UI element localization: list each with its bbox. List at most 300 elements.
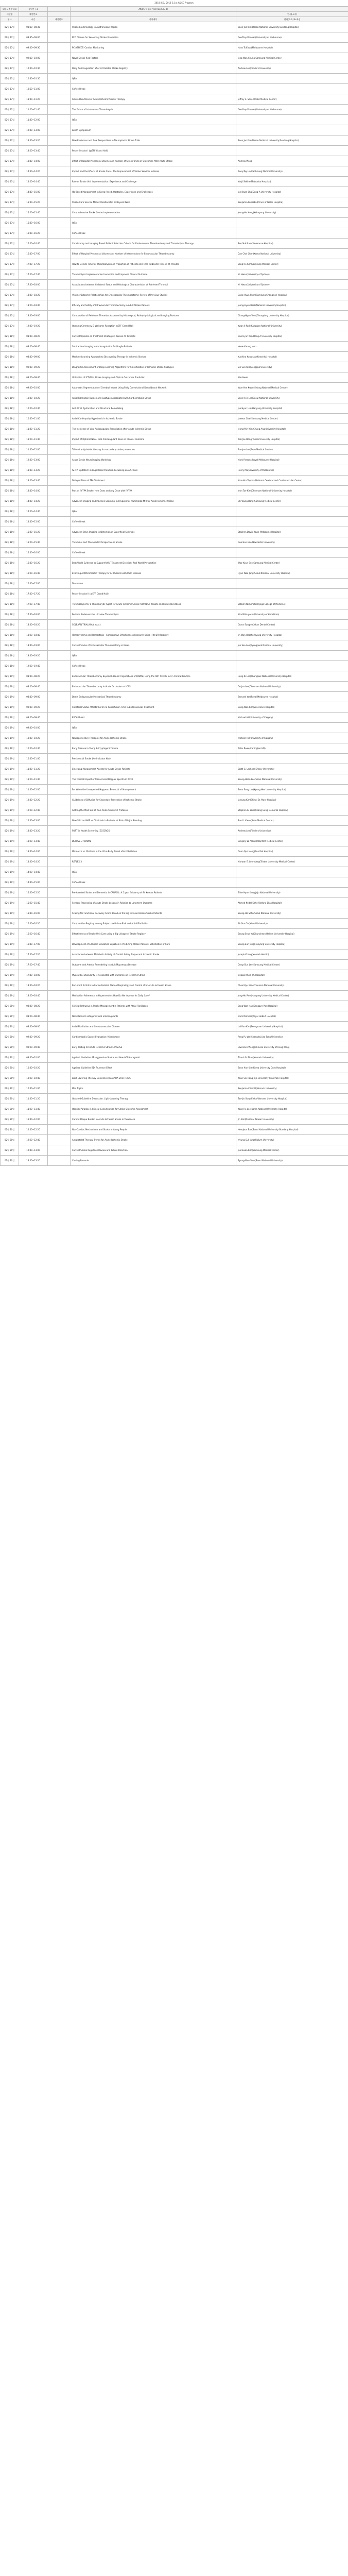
row-title: Efficacy and Safety of Intravascular Thrombectomy in Adult Stroke Patients: [71, 300, 236, 311]
row-session: [48, 908, 71, 919]
row-session: [48, 43, 71, 53]
row-session: [48, 342, 71, 352]
row-speaker: Marwan E. Lehmberg(Tristen University Medical Center): [236, 857, 348, 867]
table-row: [1, 589, 348, 599]
header-cell: AKJSC 학술회 사회 Room A~B: [71, 7, 236, 12]
table-row: [1, 269, 348, 280]
row-session: [48, 960, 71, 970]
row-day: 02월 20일: [1, 1156, 19, 1166]
table-row: [1, 259, 348, 269]
row-title: Mismatch vs. Platform in the Ultra-Early Period after Fibrillation: [71, 846, 236, 857]
row-time: 14:00~14:20: [19, 496, 48, 506]
row-time: 16:40~17:00: [19, 249, 48, 259]
table-row: [1, 939, 348, 950]
row-time: 14:00~14:20: [19, 857, 48, 867]
row-title: Consistency and Imaging Based Patient Selection Criteria for Endovascular Thrombectomy and Thrombolysis Therapy: [71, 239, 236, 249]
row-speaker: [236, 548, 348, 558]
row-time: 14:20~14:40: [19, 177, 48, 187]
row-day: 02월 19일: [1, 826, 19, 836]
row-session: [48, 888, 71, 898]
table-row: [1, 22, 348, 32]
row-day: 02월 17일: [1, 94, 19, 105]
row-title: Best World Evidence to Support NVAF Treatment Decision: Real World Perspective: [71, 558, 236, 568]
row-title: Q&A: [71, 218, 236, 228]
row-speaker: Dan Chol Chen(Korea National University): [236, 249, 348, 259]
table-row: [1, 1032, 348, 1042]
row-title: Tailored antiplatelet therapy for secondary stroke prevention: [71, 445, 236, 455]
row-session: [48, 434, 71, 445]
row-speaker: Ahmed Nedal(Sahe Stefano Elias Hospital): [236, 898, 348, 908]
row-speaker: [236, 125, 348, 135]
row-session: [48, 259, 71, 269]
row-time: 19:00~19:20: [19, 321, 48, 331]
row-day: 02월 19일: [1, 970, 19, 980]
row-session: [48, 1042, 71, 1053]
row-session: [48, 754, 71, 764]
row-session: [48, 105, 71, 115]
table-row: [1, 32, 348, 43]
row-day: 02월 20일: [1, 1053, 19, 1063]
row-speaker: Hyun Woo Jung(Seoul National University Hospital): [236, 568, 348, 579]
row-session: [48, 898, 71, 908]
row-time: 08:00~08:20: [19, 671, 48, 682]
table-row: [1, 826, 348, 836]
row-day: 02월 18일: [1, 589, 19, 599]
row-speaker: Kira Mitsuyoshi(University of Hiroshima): [236, 609, 348, 620]
row-time: 15:40~16:00: [19, 908, 48, 919]
row-session: [48, 527, 71, 537]
row-time: 08:20~08:40: [19, 342, 48, 352]
column-header-day: 행사: [1, 17, 19, 22]
row-day: 02월 17일: [1, 63, 19, 74]
row-speaker: Seung Seuk Ko(Chuncheon Hallym University Hospital): [236, 929, 348, 939]
column-header-session: 세션번호: [48, 17, 71, 22]
row-time: 10:30~10:50: [19, 74, 48, 84]
row-speaker: Boon Hun Kim(Korea University Guro Hospital): [236, 1063, 348, 1073]
row-time: 10:20~10:40: [19, 403, 48, 414]
row-day: 02월 17일: [1, 321, 19, 331]
row-time: 18:40~19:00: [19, 640, 48, 651]
row-speaker: Geoffrey Donnan(University of Melbourne): [236, 32, 348, 43]
row-day: 02월 17일: [1, 311, 19, 321]
row-speaker: Seo Suk Nam(Severance Hospital): [236, 239, 348, 249]
row-session: [48, 1145, 71, 1156]
row-title: Comparative of Retrieved Thrombus Assessed by Histological, Pathophysiological and Imaging Features: [71, 311, 236, 321]
row-session: [48, 599, 71, 609]
row-session: [48, 1011, 71, 1022]
row-speaker: Hong Ki Lee(Chungbuk National University Hospital): [236, 671, 348, 682]
row-speaker: Jae Hwan Kim(Samsung Medical Center): [236, 1145, 348, 1156]
table-row: [1, 1011, 348, 1022]
row-speaker: Seung-Hoon Lee(Seoul National University): [236, 774, 348, 785]
row-time: 08:40~09:00: [19, 1022, 48, 1032]
table-row: [1, 1083, 348, 1094]
row-day: 02월 19일: [1, 991, 19, 1001]
table-row: [1, 476, 348, 486]
row-title: Sensory Processing of Acute Stroke Lesions in Relation to Long-term Outcome: [71, 898, 236, 908]
table-row: [1, 300, 348, 311]
row-day: 02월 18일: [1, 342, 19, 352]
row-title: Medication Adherence in Hypertension: How Do We Improve Its Daily Care?: [71, 991, 236, 1001]
row-session: [48, 826, 71, 836]
row-session: [48, 228, 71, 239]
row-session: [48, 816, 71, 826]
row-time: 16:20~16:40: [19, 239, 48, 249]
row-title: Thrombolysis for a Thrombolytic Agent for Acute Ischemic Stroke: NORTEST Results and Future Directions: [71, 599, 236, 609]
row-session: [48, 218, 71, 228]
row-time: 13:00~13:20: [19, 465, 48, 476]
row-session: [48, 249, 71, 259]
row-speaker: Stephen G. Lam(Chang Gung Memorial Hospital): [236, 805, 348, 816]
header-cell: [48, 7, 71, 12]
row-title: Atrial Fibrillation Burden and Subtypes Associated with Cardioembolic Stroke: [71, 393, 236, 403]
row-time: 11:40~12:00: [19, 445, 48, 455]
row-time: 10:00~10:30: [19, 63, 48, 74]
header-cell: 대한뇌졸중학회: [1, 7, 19, 12]
row-session: [48, 486, 71, 496]
row-time: 17:20~17:40: [19, 960, 48, 970]
row-title: Left Atrial Dysfunction and Structural Remodeling: [71, 403, 236, 414]
table-row: [1, 1053, 348, 1063]
row-speaker: Eline Hyun Kang(Jeju National University): [236, 888, 348, 898]
row-day: 02월 17일: [1, 177, 19, 187]
table-row: [1, 1156, 348, 1166]
row-title: For When the Unexpected Happens: Essential of Management: [71, 785, 236, 795]
row-session: [48, 682, 71, 692]
table-row: [1, 980, 348, 991]
row-title: Coffee Break: [71, 548, 236, 558]
row-title: Presidential Stroke (No Indicator Key): [71, 754, 236, 764]
row-day: 02월 18일: [1, 352, 19, 362]
row-title: Early Testing for Acute Ischemic Stroke: ANGUSS: [71, 1042, 236, 1053]
row-day: 02월 18일: [1, 630, 19, 640]
row-title: SOLEARN TRIAL(WAN et al.): [71, 620, 236, 630]
row-day: 02월 17일: [1, 115, 19, 125]
row-title: Machine Learning Approach to Discovering Therapy in Ischemic Strokes: [71, 352, 236, 362]
row-title: FORT in Health Screening (ECSCROS): [71, 826, 236, 836]
row-session: [48, 22, 71, 32]
row-session: [48, 589, 71, 599]
row-speaker: Sin Sun Kyo(Dongguk University): [236, 362, 348, 372]
row-time: 18:20~18:40: [19, 300, 48, 311]
row-time: 10:20~10:40: [19, 1073, 48, 1083]
row-title: The Future of Intravenous Thrombolysis: [71, 105, 236, 115]
row-speaker: [236, 146, 348, 156]
row-time: 15:00~15:20: [19, 197, 48, 208]
row-session: [48, 94, 71, 105]
row-time: 14:20~14:40: [19, 867, 48, 877]
table-row: [1, 888, 348, 898]
row-day: 02월 19일: [1, 877, 19, 888]
table-row: [1, 125, 348, 135]
row-session: [48, 63, 71, 74]
row-time: 17:40~18:00: [19, 970, 48, 980]
row-session: [48, 991, 71, 1001]
row-session: [48, 352, 71, 362]
table-row: [1, 877, 348, 888]
row-time: 17:40~18:00: [19, 609, 48, 620]
row-time: 10:00~10:20: [19, 733, 48, 743]
row-title: Stroke Care Service Model: Relationship or Beyond Wish: [71, 197, 236, 208]
row-time: 18:00~18:20: [19, 290, 48, 300]
row-speaker: [236, 228, 348, 239]
row-session: [48, 795, 71, 805]
table-row: [1, 156, 348, 166]
row-session: [48, 723, 71, 733]
row-speaker: Hee-Joon Bae(Seoul National University Bundang Hospital): [236, 1125, 348, 1135]
row-day: 02월 18일: [1, 620, 19, 630]
row-day: 02월 17일: [1, 208, 19, 218]
row-speaker: Kazuhiro Toyoda(National Cerebral and Cardiovascular Center): [236, 476, 348, 486]
row-time: 18:20~18:40: [19, 991, 48, 1001]
row-day: 02월 17일: [1, 43, 19, 53]
row-day: 02월 20일: [1, 1104, 19, 1114]
row-speaker: Sang-Won Han(Sanggye Paik Hospital): [236, 1001, 348, 1011]
table-row: [1, 558, 348, 568]
table-row: [1, 537, 348, 548]
row-speaker: Chang-Hyun Yoon(Chung-Ang University Hospital): [236, 311, 348, 321]
row-time: 09:00~09:30: [19, 43, 48, 53]
table-row: [1, 568, 348, 579]
row-title: Thrombolysis Implementation Innovation and Improved Clinical Outcome: [71, 269, 236, 280]
row-time: 16:00~16:20: [19, 228, 48, 239]
row-time: 11:40~12:00: [19, 115, 48, 125]
header-row-sub: [1, 12, 348, 17]
row-title: Impact and the Effects of Stroke Care - The Improvement of Stroke Services in Korea: [71, 166, 236, 177]
row-speaker: Jun Seo Lee(Kyungpook National University): [236, 640, 348, 651]
row-session: [48, 640, 71, 651]
table-row: [1, 857, 348, 867]
row-day: 02월 19일: [1, 733, 19, 743]
row-title: IV-TPA Updated Findings Recent Studies, Focussing on AIS Trials: [71, 465, 236, 476]
row-title: Myocardial Vascularity is Associated with Outcomes of Ischemic Stroke: [71, 970, 236, 980]
row-day: 02월 19일: [1, 898, 19, 908]
row-session: [48, 1083, 71, 1094]
row-time: 15:00~15:20: [19, 527, 48, 537]
row-title: Emerging Management Agents for Acute Stroke Patients: [71, 764, 236, 774]
row-speaker: Peter Rowe(Carlingten HD): [236, 743, 348, 754]
row-time: 15:40~16:00: [19, 548, 48, 558]
row-title: Getting the Most out of Your Acute Stroke CT Protocols: [71, 805, 236, 816]
row-time: 09:20~09:40: [19, 1042, 48, 1053]
row-title: Comprehensive Stroke Center Implementation: [71, 208, 236, 218]
table-row: [1, 867, 348, 877]
row-day: 02월 18일: [1, 640, 19, 651]
row-time: 15:00~15:20: [19, 888, 48, 898]
row-session: [48, 383, 71, 393]
row-session: [48, 836, 71, 846]
row-title: Subtraction Imaging in Anticoagulation for Fragile Patients: [71, 342, 236, 352]
column-header-row: [1, 17, 348, 22]
row-title: Collateral Status Affects the On-To-Reperfusion Time in Endovascular Treatment: [71, 702, 236, 713]
row-speaker: [236, 115, 348, 125]
row-speaker: [236, 589, 348, 599]
table-row: [1, 682, 348, 692]
row-day: 02월 17일: [1, 22, 19, 32]
table-row: [1, 970, 348, 980]
row-speaker: [236, 877, 348, 888]
row-title: New Evidences and New Perspectives in Neuroplastic Stroke Trials: [71, 135, 236, 146]
row-day: 02월 19일: [1, 980, 19, 991]
table-row: [1, 239, 348, 249]
row-session: [48, 290, 71, 300]
page-title: 2018 ICSU 2018 & 1st AKJSC Program: [154, 2, 194, 4]
row-day: 02월 19일: [1, 682, 19, 692]
row-speaker: Lawrence Wong(Chinese University of Hong Kong): [236, 1042, 348, 1053]
table-row: [1, 455, 348, 465]
table-row: [1, 135, 348, 146]
row-day: 02월 20일: [1, 1145, 19, 1156]
row-title: Delayed Dose of TPA Treatment: [71, 476, 236, 486]
row-speaker: Jaejung Kim(Shinal St. Mary Hospital): [236, 795, 348, 805]
row-day: 02월 18일: [1, 568, 19, 579]
row-session: [48, 877, 71, 888]
row-day: 02월 18일: [1, 517, 19, 527]
row-speaker: Woo-Keun Seo(Samsung Medical Center): [236, 558, 348, 568]
row-day: 02월 18일: [1, 403, 19, 414]
row-time: 13:40~14:00: [19, 846, 48, 857]
row-speaker: Michael Hill(University of Calgary): [236, 733, 348, 743]
row-time: 12:00~13:00: [19, 455, 48, 465]
table-row: [1, 197, 348, 208]
table-row: [1, 764, 348, 774]
row-day: 02월 18일: [1, 414, 19, 424]
row-session: [48, 424, 71, 434]
row-session: [48, 774, 71, 785]
row-session: [48, 970, 71, 980]
table-row: [1, 702, 348, 713]
row-title: Pros vs IV-TPA Stroke: How Does and Any Dose with IV-TPA: [71, 486, 236, 496]
row-session: [48, 702, 71, 713]
row-title: Advanced Brain Imaging in Detection of Superficial Siderosis: [71, 527, 236, 537]
row-title: Development of a Patient Education Equation in Predicting Stroke Patients' Satisfaction of Care: [71, 939, 236, 950]
row-session: [48, 713, 71, 723]
row-day: 02월 18일: [1, 609, 19, 620]
row-speaker: Dong-Gun Lee(Samsung Medical Center): [236, 960, 348, 970]
table-row: [1, 723, 348, 733]
row-speaker: Boon Joo Kim(Dasan National University Bundang Hospital): [236, 22, 348, 32]
row-session: [48, 846, 71, 857]
row-title: Updated Guideline Discussion: Lipid-Lowering Therapy: [71, 1094, 236, 1104]
row-speaker: [236, 579, 348, 589]
row-session: [48, 651, 71, 661]
row-title: Daily Anticoagulation after AF Related Stroke Registry: [71, 63, 236, 74]
row-session: [48, 125, 71, 135]
row-time: 14:40~15:00: [19, 187, 48, 197]
row-time: 17:00~17:20: [19, 589, 48, 599]
row-day: 02월 19일: [1, 929, 19, 939]
row-session: [48, 74, 71, 84]
table-row: [1, 311, 348, 321]
table-row: [1, 795, 348, 805]
table-row: [1, 908, 348, 919]
table-row: [1, 1001, 348, 1011]
table-row: [1, 383, 348, 393]
row-session: [48, 146, 71, 156]
row-session: [48, 609, 71, 620]
row-session: [48, 455, 71, 465]
row-speaker: [236, 723, 348, 733]
row-session: [48, 671, 71, 682]
row-speaker: Geoffrey Donnan(University of Melbourne): [236, 105, 348, 115]
table-row: [1, 836, 348, 846]
row-title: Volume-Outcome Relationships for Endovascular Thrombectomy: Review of Previous Studies: [71, 290, 236, 300]
row-speaker: Kim Jae Dong(Yonsei University Hospital): [236, 434, 348, 445]
row-day: 02월 18일: [1, 434, 19, 445]
row-day: 02월 18일: [1, 496, 19, 506]
table-row: [1, 754, 348, 764]
table-row: [1, 774, 348, 785]
row-speaker: Ah Sun Oh(Miami University): [236, 919, 348, 929]
row-title: Opening Ceremony & Welcome Reception @EFF Grand Hall: [71, 321, 236, 331]
row-title: Against: Guideline BD: Prudence Effect: [71, 1063, 236, 1073]
row-day: 02월 17일: [1, 135, 19, 146]
row-day: 02월 18일: [1, 486, 19, 496]
table-row: [1, 486, 348, 496]
row-title: Coffee Break: [71, 517, 236, 527]
row-time: 09:00~09:20: [19, 1032, 48, 1042]
row-speaker: Michael Hill(University of Calgary): [236, 713, 348, 723]
row-speaker: Jin-Won Heo(Keimyung University Hospital): [236, 630, 348, 640]
row-title: Hemodynamic and Hemostasis - Comparative Effectiveness Research Using (HO-DR) Registry: [71, 630, 236, 640]
row-day: 02월 20일: [1, 1135, 19, 1145]
row-speaker: Thanh G. Phan(Monash University): [236, 1053, 348, 1063]
row-speaker: Sang Ho Kim(Samsung Medical Center): [236, 259, 348, 269]
row-time: 13:00~13:20: [19, 826, 48, 836]
row-speaker: Guo Hon Hoe(Newcastle University): [236, 537, 348, 548]
row-title: The Clinical Impact of Transcranial Doppler Spectrum 2018: [71, 774, 236, 785]
table-row: [1, 249, 348, 259]
row-session: [48, 208, 71, 218]
row-day: 02월 18일: [1, 537, 19, 548]
row-session: [48, 857, 71, 867]
row-time: 11:20~11:40: [19, 1104, 48, 1114]
table-row: [1, 599, 348, 609]
row-session: [48, 692, 71, 702]
row-session: [48, 568, 71, 579]
table-row: [1, 506, 348, 517]
row-session: [48, 733, 71, 743]
table-row: [1, 517, 348, 527]
table-row: [1, 1135, 348, 1145]
row-title: Carotid Plaque Burden in Acute Ischemic Stroke in Taiwanese: [71, 1114, 236, 1125]
row-title: Current Updates on Treatment Strategy in Korean AF Patients: [71, 331, 236, 342]
row-time: 13:00~13:20: [19, 135, 48, 146]
row-speaker: Dong-Won Kim(Severance Hospital): [236, 702, 348, 713]
row-day: 02월 19일: [1, 671, 19, 682]
row-session: [48, 372, 71, 383]
row-title: Current Status of Endovascular Thrombectomy in Korea: [71, 640, 236, 651]
row-speaker: Koon Ho Lee(Korea National University Hospital): [236, 1104, 348, 1114]
row-time: 15:20~15:40: [19, 898, 48, 908]
row-session: [48, 53, 71, 63]
table-row: [1, 1073, 348, 1083]
row-time: 17:20~17:40: [19, 269, 48, 280]
row-title: Coffee Break: [71, 228, 236, 239]
row-speaker: Kenji Sekine(Matsuoka Hospital): [236, 177, 348, 187]
header-cell: 연사(소속): [236, 12, 348, 17]
row-session: [48, 1053, 71, 1063]
row-session: [48, 331, 71, 342]
row-title: Outcome and Arterial Remodeling in Adult Moyamoya Disease: [71, 960, 236, 970]
row-speaker: Ruey-Tay Lin(Kaohsiung Medical University): [236, 166, 348, 177]
row-speaker: Henry Ma(University of Melbourne): [236, 465, 348, 476]
row-title: Q&A: [71, 506, 236, 517]
table-row: [1, 816, 348, 826]
row-day: 02월 20일: [1, 1083, 19, 1094]
row-session: [48, 476, 71, 486]
row-day: 02월 18일: [1, 445, 19, 455]
